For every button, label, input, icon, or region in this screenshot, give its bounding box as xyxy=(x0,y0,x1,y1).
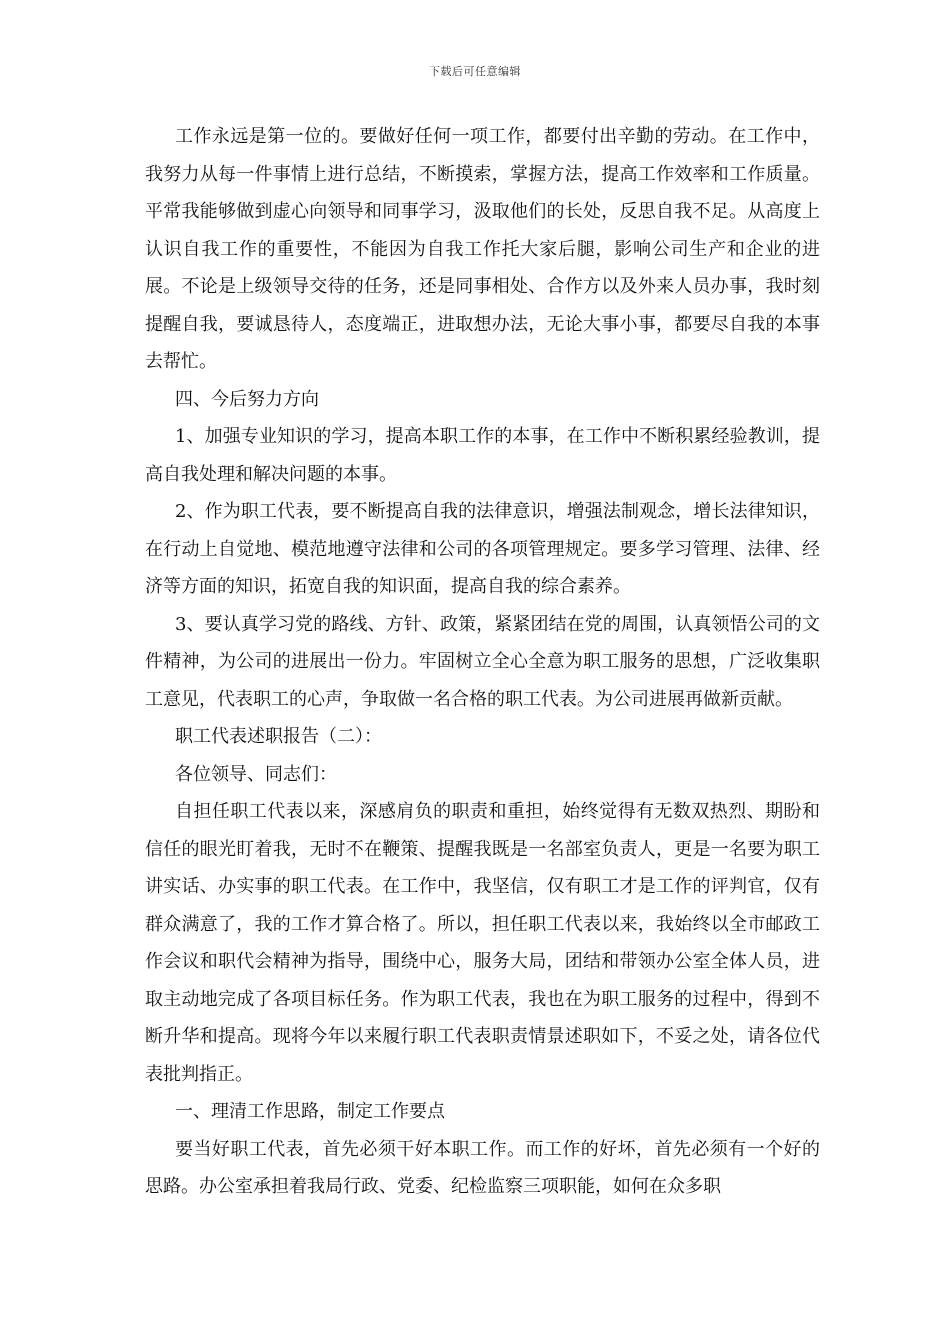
page-header: 下载后可任意编辑 xyxy=(429,65,521,78)
heading-future-direction: 四、今后努力方向 xyxy=(175,388,319,410)
paragraph-item-3: 3、要认真学习党的路线、方针、政策，紧紧团结在党的周围，认真领悟公司的文件精神，为公司的进展出一份力。牢固树立全心全意为职工服务的思想，广泛收集职工意见，代表职工的心声，争取做一名合格的职工代表。为公司进展再做新贡献。 xyxy=(145,613,820,710)
heading-section-one: 一、理清工作思路，制定工作要点 xyxy=(175,1101,445,1122)
paragraph-item-1: 1、加强专业知识的学习，提高本职工作的本事，在工作中不断积累经验教训，提高自我处理和解决问题的本事。 xyxy=(145,426,820,485)
salutation: 各位领导、同志们： xyxy=(175,763,337,785)
heading-report-two: 职工代表述职报告（二）： xyxy=(175,726,382,747)
paragraph-section-one: 要当好职工代表，首先必须干好本职工作。而工作的好坏，首先必须有一个好的思路。办公室承担着我局行政、党委、纪检监察三项职能，如何在众多职 xyxy=(145,1138,820,1197)
paragraph-intro: 自担任职工代表以来，深感肩负的职责和重担，始终觉得有无数双热烈、期盼和信任的眼光盯着我，无时不在鞭策、提醒我既是一名部室负责人，更是一名要为职工讲实话、办实事的职工代表。在工作中，我坚信，仅有职工才是工作的评判官，仅有群众满意了，我的工作才算合格了。所以，担任职工代表以来，我始终以全市邮政工作会议和职代会精神为指导，围绕中心，服务大局，团结和带领办公室全体人员，进取主动地完成了各项目标任务。作为职工代表，我也在为职工服务的过程中，得到不断升华和提高。现将今年以来履行职工代表职责情景述职如下，不妥之处，请各位代表批判指正。 xyxy=(145,801,820,1085)
document-body xyxy=(145,118,820,1206)
paragraph-item-2: 2、作为职工代表，要不断提高自我的法律意识，增强法制观念，增长法律知识，在行动上自觉地、模范地遵守法律和公司的各项管理规定。要多学习管理、法律、经济等方面的知识，拓宽自我的知识面，提高自我的综合素养。 xyxy=(145,501,820,597)
paragraph-work-first: 工作永远是第一位的。要做好任何一项工作，都要付出辛勤的劳动。在工作中，我努力从每一件事情上进行总结，不断摸索，掌握方法，提高工作效率和工作质量。平常我能够做到虚心向领导和同事学习，汲取他们的长处，反思自我不足。从高度上认识自我工作的重要性，不能因为自我工作托大家后腿，影响公司生产和企业的进展。不论是上级领导交待的任务，还是同事相处、合作方以及外来人员办事，我时刻提醒自我，要诚恳待人，态度端正，进取想办法，无论大事小事，都要尽自我的本事去帮忙。 xyxy=(145,126,820,372)
